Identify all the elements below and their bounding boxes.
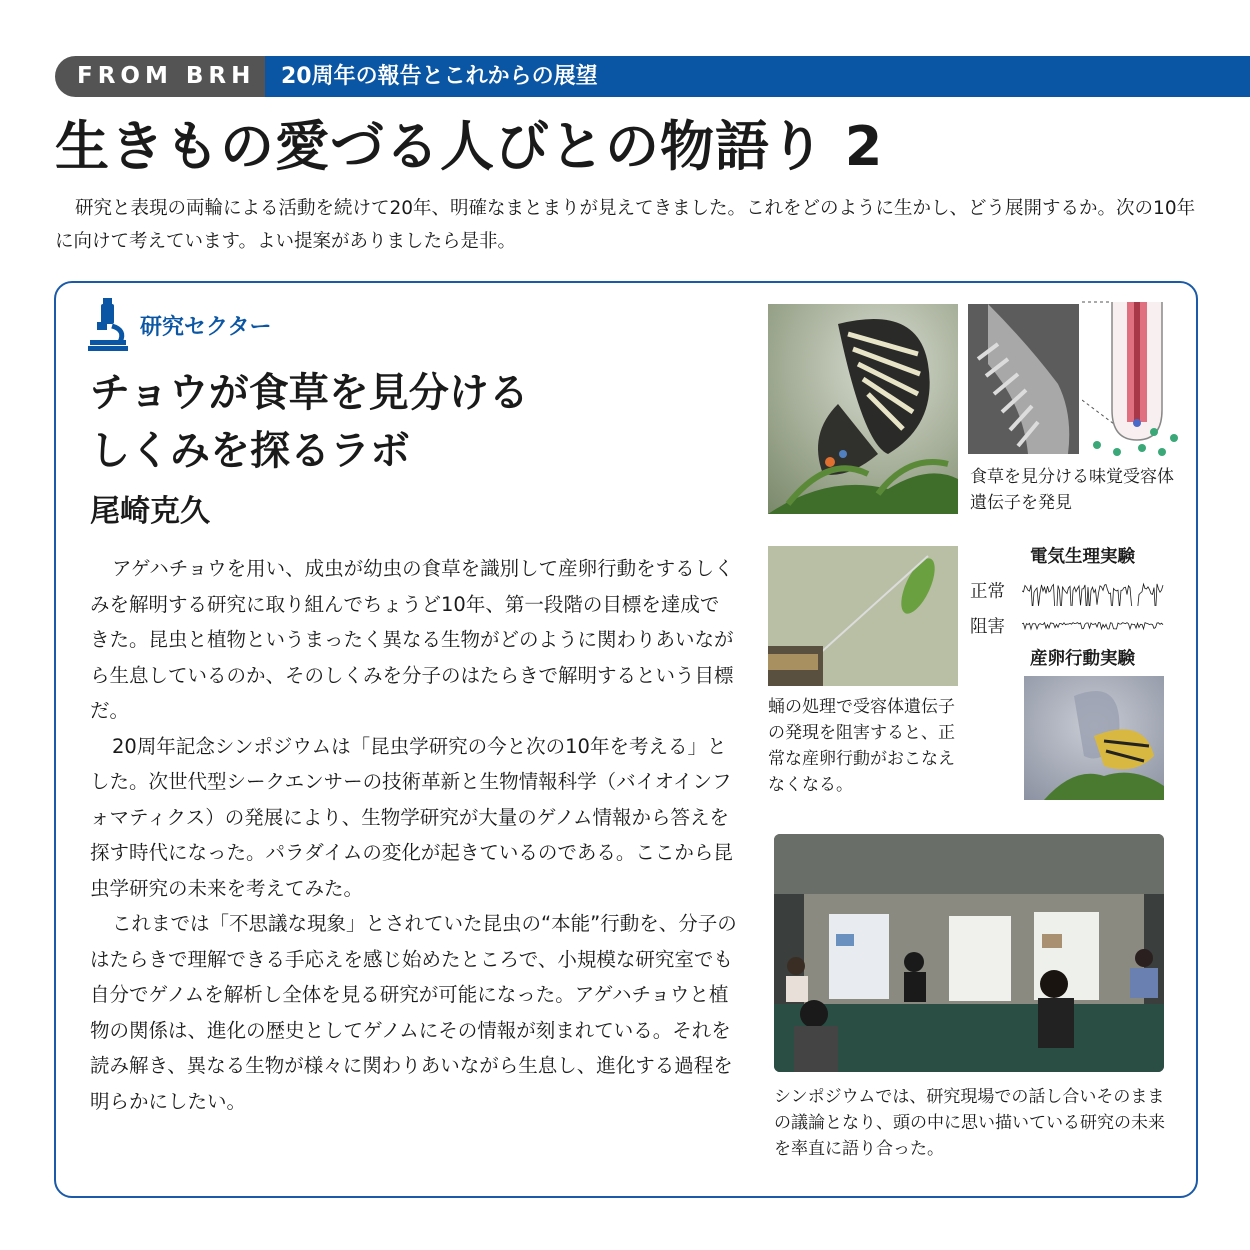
article-title-line1: チョウが食草を見分ける — [90, 370, 529, 416]
receptor-diagram — [1082, 300, 1182, 460]
sem-leg-photo — [968, 304, 1079, 454]
body-paragraph: これまでは「不思議な現象」とされていた昆虫の“本能”行動を、分子のはたらきで理解できる手応えを感じ始めたところで、小規模な研究室でも自分でゲノムを解析し全体を見る研究が可能になった。アゲハチョウと植物の関係は、進化の歴史としてゲノムにその情報が刻まれている。それを読み解き、異なる生物が様々に関わりあいながら生息し、進化する過程を明らかにしたい。 — [90, 912, 737, 1113]
microscope-icon — [88, 296, 128, 352]
intro-text: 研究と表現の両輪による活動を続けて20年、明確なまとまりが見えてきました。これをどのように生かし、どう展開するか。次の10年に向けて考えています。よい提案がありましたら是非。 — [55, 198, 1196, 252]
trace-blocked-label: 阻害 — [970, 617, 1005, 637]
page-title: 生きもの愛づる人びとの物語り 2 — [55, 115, 884, 178]
trace-blocked — [1022, 617, 1164, 631]
trace-normal-label: 正常 — [970, 582, 1005, 602]
symposium-photo — [774, 834, 1164, 1072]
pupa-photo — [768, 546, 958, 686]
trace-normal — [1022, 576, 1164, 606]
header-tag: FROM BRH — [55, 56, 265, 97]
header-bar — [55, 56, 1250, 97]
caption-receptor: 食草を見分ける味覚受容体遺伝子を発見 — [970, 467, 1174, 513]
oviposition-title: 産卵行動実験 — [1030, 649, 1135, 669]
header-subtitle: 20周年の報告とこれからの展望 — [265, 56, 1250, 97]
butterfly-photo — [768, 304, 958, 514]
article-body — [90, 551, 738, 1119]
caption-pupa: 蛹の処理で受容体遺伝子の発現を阻害すると、正常な産卵行動がおこなえなくなる。 — [768, 697, 955, 795]
article-title-line2: しくみを探るラボ — [90, 428, 410, 474]
body-paragraph: 20周年記念シンポジウムは「昆虫学研究の今と次の10年を考える」とした。次世代型シークエンサーの技術革新と生物情報科学（バイオインフォマティクス）の発展により、生物学研究が大量のゲノム情報から答えを探す時代になった。パラダイムの変化が起きているのである。ここから昆虫学研究の未来を考えてみた。 — [90, 734, 733, 900]
oviposition-photo — [1024, 676, 1164, 800]
body-paragraph: アゲハチョウを用い、成虫が幼虫の食草を識別して産卵行動をするしくみを解明する研究に取り組んでちょうど10年、第一段階の目標を達成できた。昆虫と植物というまったく異なる生物がどのように関わりあいながら生息しているのか、そのしくみを分子のはたらきで解明するという目標だ。 — [90, 557, 734, 722]
author-name: 尾崎克久 — [90, 494, 210, 529]
caption-symposium: シンポジウムでは、研究現場での話し合いそのままの議論となり、頭の中に思い描いている研究の未来を率直に語り合った。 — [774, 1087, 1165, 1159]
section-label: 研究セクター — [140, 315, 272, 340]
article-title — [90, 364, 730, 480]
electro-title: 電気生理実験 — [1030, 547, 1135, 567]
